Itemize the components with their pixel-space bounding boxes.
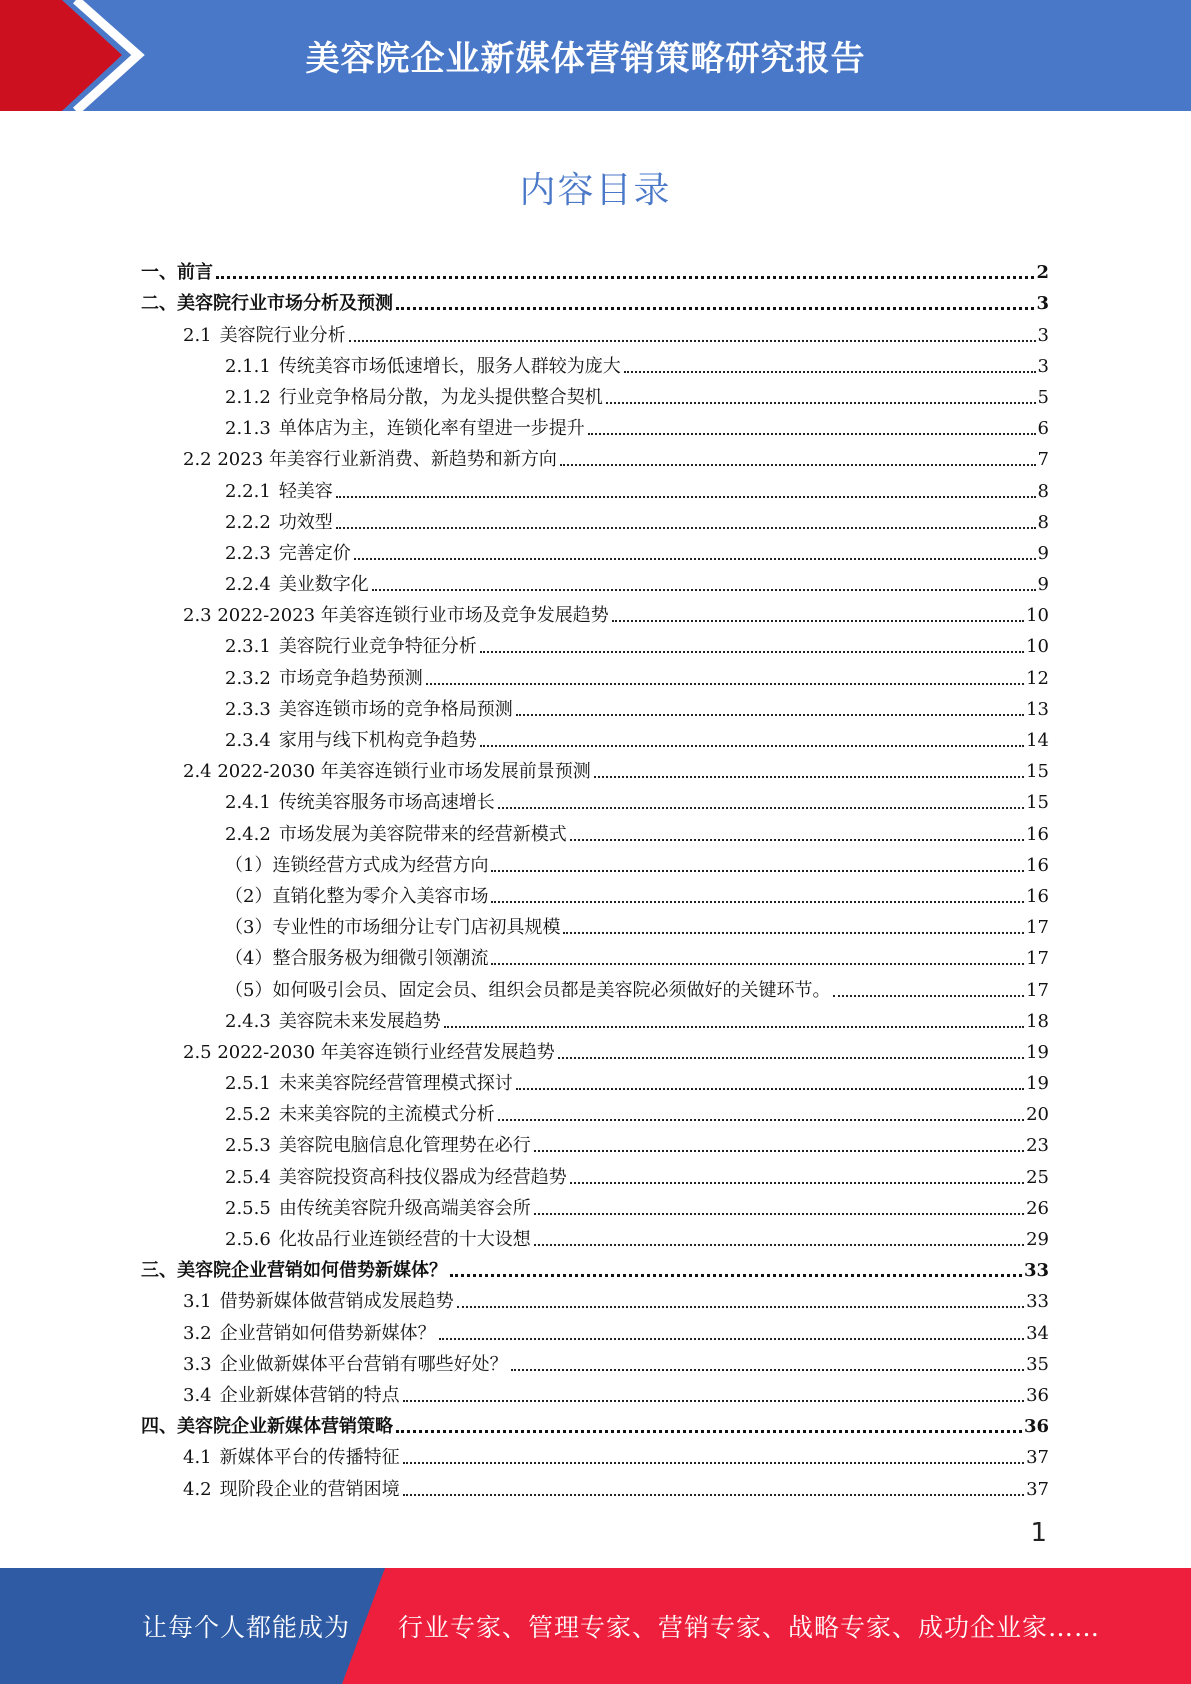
toc-entry-label bbox=[183, 449, 557, 471]
toc-entry-label bbox=[225, 980, 830, 1002]
toc-entry[interactable] bbox=[141, 783, 1049, 814]
footer-slogan-right: 行业专家、管理专家、营销专家、战略专家、成功企业家…… bbox=[398, 1613, 1101, 1642]
toc-entry-page: 36 bbox=[1023, 1416, 1049, 1438]
header-bar bbox=[0, 0, 1191, 111]
toc-dot-leader bbox=[588, 433, 1036, 435]
toc-entry-title: 企业营销如何借势新媒体？ bbox=[219, 1322, 436, 1344]
toc-entry-page: 3 bbox=[1037, 324, 1049, 346]
toc-entry-label bbox=[225, 917, 560, 939]
toc-entry-title: 企业做新媒体平台营销有哪些好处？ bbox=[219, 1353, 508, 1375]
toc-entry-title: 化妆品行业连锁经营的十大设想 bbox=[278, 1229, 531, 1250]
toc-dot-leader bbox=[480, 651, 1024, 653]
toc-entry-label bbox=[141, 1416, 393, 1438]
toc-entry-number: 2.3.4 bbox=[225, 730, 271, 751]
toc-entry-page: 19 bbox=[1026, 1073, 1049, 1095]
report-title: 美容院企业新媒体营销策略研究报告 bbox=[305, 39, 866, 79]
toc-entry-page: 15 bbox=[1026, 761, 1049, 783]
toc-entry-label bbox=[225, 1135, 531, 1157]
toc-entry-page: 16 bbox=[1026, 854, 1049, 876]
toc-entry-page: 6 bbox=[1037, 418, 1049, 440]
toc-entry-page: 14 bbox=[1026, 730, 1049, 751]
toc-entry[interactable] bbox=[141, 970, 1049, 1001]
toc-entry-title: （1）连锁经营方式成为经营方向 bbox=[225, 854, 489, 876]
toc-entry[interactable] bbox=[141, 814, 1049, 845]
toc-entry-title: 未来美容院经营管理模式探讨 bbox=[278, 1073, 513, 1095]
toc-entry[interactable] bbox=[141, 1033, 1049, 1064]
toc-entry-title: 传统美容服务市场高速增长 bbox=[278, 792, 495, 814]
toc-entry-number: 2.5.4 bbox=[225, 1166, 271, 1188]
toc-entry-title: 2.3 2022-2023 年美容连锁行业市场及竞争发展趋势 bbox=[183, 605, 609, 627]
toc-entry[interactable] bbox=[141, 596, 1049, 627]
toc-entry-title: 美容院电脑信息化管理势在必行 bbox=[278, 1135, 531, 1157]
toc-entry[interactable] bbox=[141, 1095, 1049, 1126]
toc-entry-number: 2.1 bbox=[183, 324, 212, 346]
page-number: 1 bbox=[1030, 1518, 1047, 1548]
toc-entry[interactable] bbox=[141, 627, 1049, 658]
toc-dot-leader bbox=[372, 589, 1036, 591]
toc-dot-leader bbox=[439, 1338, 1024, 1340]
toc-dot-leader bbox=[612, 620, 1024, 622]
toc-entry-title: 新媒体平台的传播特征 bbox=[219, 1447, 400, 1469]
toc-entry-number: 2.5.2 bbox=[225, 1104, 271, 1126]
toc-entry[interactable] bbox=[141, 1251, 1049, 1282]
toc-entry-title: 2.4 2022-2030 年美容连锁行业市场发展前景预测 bbox=[183, 761, 591, 783]
toc-entry-title: （4）整合服务极为细微引领潮流 bbox=[225, 948, 489, 970]
toc-entry-number: 2.4.1 bbox=[225, 792, 271, 814]
toc-entry[interactable] bbox=[141, 1157, 1049, 1188]
toc-dot-leader bbox=[336, 527, 1036, 529]
toc-entry-label bbox=[183, 1042, 555, 1064]
toc-entry-label bbox=[183, 605, 609, 627]
toc-entry-page: 10 bbox=[1026, 636, 1049, 658]
toc-dot-leader bbox=[396, 1430, 1022, 1433]
toc-entry-label bbox=[225, 418, 585, 440]
toc-entry[interactable] bbox=[141, 1438, 1049, 1469]
toc-dot-leader bbox=[534, 1244, 1024, 1246]
toc-entry-label bbox=[183, 325, 346, 347]
toc-entry-label bbox=[141, 293, 393, 315]
toc-entry-label bbox=[225, 730, 477, 752]
toc-entry-page: 36 bbox=[1026, 1384, 1049, 1406]
toc-entry-label bbox=[225, 481, 333, 503]
toc-heading: 内容目录 bbox=[519, 170, 672, 211]
toc-dot-leader bbox=[511, 1369, 1024, 1371]
toc-entry-number: 3.2 bbox=[183, 1322, 212, 1344]
toc-entry-title: 一、前言 bbox=[141, 262, 213, 284]
toc-entry-title: 四、美容院企业新媒体营销策略 bbox=[141, 1416, 393, 1438]
toc-entry-number: 4.2 bbox=[183, 1478, 212, 1500]
toc-entry-label bbox=[183, 1354, 508, 1376]
toc-dot-leader bbox=[833, 995, 1024, 997]
toc-entry-page: 17 bbox=[1026, 917, 1049, 939]
toc-entry[interactable] bbox=[141, 1220, 1049, 1251]
toc-entry-page: 7 bbox=[1037, 449, 1049, 471]
toc-entry[interactable] bbox=[141, 658, 1049, 689]
toc-dot-leader bbox=[216, 276, 1034, 279]
toc-dot-leader bbox=[534, 1150, 1024, 1152]
toc-entry-page: 17 bbox=[1026, 948, 1049, 970]
toc-entry-title: 美容院行业竞争特征分析 bbox=[278, 636, 477, 658]
toc-entry[interactable] bbox=[141, 565, 1049, 596]
toc-entry-title: 美容院投资高科技仪器成为经营趋势 bbox=[278, 1166, 567, 1188]
toc-entry[interactable] bbox=[141, 1282, 1049, 1313]
toc-entry-page: 2 bbox=[1036, 262, 1049, 284]
toc-entry-page: 25 bbox=[1026, 1166, 1049, 1188]
toc-entry-title: 三、美容院企业营销如何借势新媒体？ bbox=[141, 1260, 447, 1282]
toc-entry-label bbox=[225, 668, 423, 690]
toc-entry-label bbox=[225, 543, 351, 565]
toc-entry[interactable] bbox=[141, 1002, 1049, 1033]
toc-entry[interactable] bbox=[141, 347, 1049, 378]
toc-entry-page: 33 bbox=[1023, 1260, 1049, 1282]
toc-entry-title: 完善定价 bbox=[278, 542, 351, 564]
toc-entry-page: 19 bbox=[1026, 1041, 1049, 1063]
footer-bar bbox=[0, 1568, 1191, 1684]
toc-entry-page: 26 bbox=[1026, 1197, 1049, 1219]
toc-dot-leader bbox=[336, 496, 1036, 498]
toc-entry[interactable] bbox=[141, 284, 1049, 315]
toc-entry-label bbox=[225, 387, 603, 409]
toc-entry-page: 18 bbox=[1026, 1010, 1049, 1032]
toc-entry-label bbox=[225, 512, 333, 534]
toc-entry-title: 二、美容院行业市场分析及预测 bbox=[141, 293, 393, 315]
toc-dot-leader bbox=[594, 776, 1024, 778]
toc-dot-leader bbox=[403, 1494, 1024, 1496]
toc-entry-label bbox=[183, 1291, 454, 1313]
toc-entry-label bbox=[225, 948, 488, 970]
toc-entry-title: 单体店为主，连锁化率有望进一步提升 bbox=[278, 418, 585, 440]
toc-entry-label bbox=[141, 1260, 447, 1282]
toc-entry-title: （2）直销化整为零介入美容市场 bbox=[225, 885, 489, 907]
toc-dot-leader bbox=[624, 371, 1036, 373]
toc-entry-title: 由传统美容院升级高端美容会所 bbox=[278, 1197, 531, 1219]
toc-dot-leader bbox=[354, 558, 1036, 560]
toc-entry-number: 2.1.2 bbox=[225, 386, 271, 408]
toc-entry[interactable] bbox=[141, 1345, 1049, 1376]
toc-entry-number: 2.2.3 bbox=[225, 542, 271, 564]
toc-dot-leader bbox=[516, 714, 1024, 716]
toc-entry-number: 2.1.3 bbox=[225, 418, 271, 440]
toc-entry[interactable] bbox=[141, 471, 1049, 502]
toc-entry[interactable] bbox=[141, 877, 1049, 908]
toc-entry-number: 2.4.3 bbox=[225, 1010, 271, 1032]
toc-entry-label bbox=[225, 1104, 495, 1126]
toc-entry-label bbox=[183, 1447, 400, 1469]
toc-entry-page: 8 bbox=[1037, 511, 1049, 533]
toc-entry-page: 16 bbox=[1026, 885, 1049, 907]
toc-entry-number: 4.1 bbox=[183, 1447, 212, 1469]
toc-entry-title: 家用与线下机构竞争趋势 bbox=[278, 730, 477, 751]
toc-entry-title: 功效型 bbox=[278, 511, 333, 533]
toc-entry-page: 35 bbox=[1026, 1353, 1049, 1375]
toc-dot-leader bbox=[558, 1057, 1024, 1059]
toc-entry-label bbox=[225, 1073, 513, 1095]
toc-entry-page: 20 bbox=[1026, 1104, 1049, 1126]
toc-entry-page: 34 bbox=[1026, 1322, 1049, 1344]
toc-dot-leader bbox=[444, 1026, 1024, 1028]
toc-entry-label bbox=[141, 262, 213, 284]
toc-entry-number: 2.4.2 bbox=[225, 823, 271, 845]
toc-entry-title: 企业新媒体营销的特点 bbox=[219, 1384, 400, 1406]
toc-entry[interactable] bbox=[141, 1126, 1049, 1157]
toc-entry-title: 2.5 2022-2030 年美容连锁行业经营发展趋势 bbox=[183, 1041, 555, 1063]
toc-entry-label bbox=[225, 792, 495, 814]
toc-dot-leader bbox=[403, 1462, 1024, 1464]
toc-dot-leader bbox=[606, 402, 1036, 404]
toc-entry[interactable] bbox=[141, 253, 1049, 284]
toc-entry-number: 3.3 bbox=[183, 1353, 212, 1375]
toc-entry[interactable] bbox=[141, 846, 1049, 877]
toc-entry-page: 37 bbox=[1026, 1478, 1049, 1500]
toc-entry-page: 16 bbox=[1026, 823, 1049, 845]
toc-entry[interactable] bbox=[141, 378, 1049, 409]
toc-entry-page: 3 bbox=[1036, 293, 1049, 315]
toc-entry-label bbox=[183, 1385, 400, 1407]
toc-entry[interactable] bbox=[141, 752, 1049, 783]
toc-entry[interactable] bbox=[141, 534, 1049, 565]
toc-dot-leader bbox=[349, 340, 1036, 342]
toc-entry-number: 2.1.1 bbox=[225, 355, 271, 377]
toc-entry-label bbox=[225, 1229, 531, 1251]
toc-dot-leader bbox=[570, 839, 1024, 841]
toc-entry[interactable] bbox=[141, 690, 1049, 721]
toc-entry-page: 5 bbox=[1037, 386, 1049, 408]
toc-entry-page: 33 bbox=[1026, 1291, 1049, 1313]
toc-dot-leader bbox=[516, 1088, 1024, 1090]
toc-dot-leader bbox=[450, 1274, 1022, 1277]
toc-entry-label bbox=[225, 886, 488, 908]
toc-entry[interactable] bbox=[141, 908, 1049, 939]
toc-entry-label bbox=[183, 761, 591, 783]
toc-entry-number: 3.1 bbox=[183, 1291, 212, 1313]
toc-entry-number: 2.2.1 bbox=[225, 480, 271, 502]
toc-entry-title: 美容院未来发展趋势 bbox=[278, 1010, 441, 1032]
toc-dot-leader bbox=[563, 932, 1024, 934]
toc-entry[interactable] bbox=[141, 1469, 1049, 1500]
toc-entry-number: 2.2.2 bbox=[225, 511, 271, 533]
toc-entry-number: 2.5.5 bbox=[225, 1197, 271, 1219]
toc-entry-title: 美容连锁市场的竞争格局预测 bbox=[278, 698, 513, 720]
toc-entry-number: 2.3.1 bbox=[225, 636, 271, 658]
toc-entry[interactable] bbox=[141, 1407, 1049, 1438]
toc-entry-title: （5）如何吸引会员、固定会员、组织会员都是美容院必须做好的关键环节。 bbox=[225, 979, 831, 1001]
toc-entry-title: 传统美容市场低速增长，服务人群较为庞大 bbox=[278, 355, 621, 377]
table-of-contents bbox=[141, 253, 1049, 1501]
toc-entry-number: 3.4 bbox=[183, 1384, 212, 1406]
toc-entry-label bbox=[225, 636, 477, 658]
toc-entry-label bbox=[225, 574, 369, 596]
toc-entry-number: 2.2.4 bbox=[225, 574, 271, 596]
toc-entry-label bbox=[183, 1323, 436, 1345]
toc-entry[interactable] bbox=[141, 503, 1049, 534]
toc-dot-leader bbox=[403, 1400, 1024, 1402]
toc-entry-title: （3）专业性的市场细分让专门店初具规模 bbox=[225, 917, 561, 939]
toc-dot-leader bbox=[426, 683, 1024, 685]
toc-entry[interactable] bbox=[141, 1313, 1049, 1344]
toc-entry-page: 9 bbox=[1037, 542, 1049, 564]
toc-entry-title: 借势新媒体做营销成发展趋势 bbox=[219, 1291, 454, 1313]
toc-entry-page: 15 bbox=[1026, 792, 1049, 814]
toc-dot-leader bbox=[498, 807, 1024, 809]
footer-slogan-left: 让每个人都能成为 bbox=[142, 1613, 351, 1642]
toc-entry-page: 10 bbox=[1026, 605, 1049, 627]
toc-entry-title: 行业竞争格局分散，为龙头提供整合契机 bbox=[278, 386, 603, 408]
toc-entry-title: 市场发展为美容院带来的经营新模式 bbox=[278, 823, 567, 845]
toc-entry-label bbox=[225, 1198, 531, 1220]
toc-dot-leader bbox=[570, 1182, 1024, 1184]
toc-entry-label bbox=[225, 699, 513, 721]
toc-entry-title: 现阶段企业的营销困境 bbox=[219, 1478, 400, 1500]
toc-entry-number: 2.5.6 bbox=[225, 1229, 271, 1250]
toc-entry-number: 2.3.3 bbox=[225, 698, 271, 720]
toc-dot-leader bbox=[491, 901, 1024, 903]
toc-dot-leader bbox=[560, 464, 1036, 466]
toc-entry-title: 轻美容 bbox=[278, 480, 333, 502]
toc-entry-title: 2.2 2023 年美容行业新消费、新趋势和新方向 bbox=[183, 449, 557, 471]
toc-entry[interactable] bbox=[141, 1189, 1049, 1220]
toc-entry-page: 37 bbox=[1026, 1447, 1049, 1469]
toc-entry-number: 2.5.1 bbox=[225, 1073, 271, 1095]
toc-entry-title: 未来美容院的主流模式分析 bbox=[278, 1104, 495, 1126]
toc-entry-title: 美容院行业分析 bbox=[219, 324, 346, 346]
toc-dot-leader bbox=[534, 1213, 1024, 1215]
toc-dot-leader bbox=[498, 1119, 1024, 1121]
toc-entry-label bbox=[225, 855, 488, 877]
toc-entry-page: 17 bbox=[1026, 979, 1049, 1001]
toc-entry-page: 29 bbox=[1026, 1229, 1049, 1250]
toc-entry-number: 2.5.3 bbox=[225, 1135, 271, 1157]
toc-entry-label bbox=[225, 824, 567, 846]
toc-dot-leader bbox=[396, 307, 1034, 310]
toc-entry[interactable] bbox=[141, 440, 1049, 471]
toc-entry-label bbox=[183, 1479, 400, 1501]
toc-entry-page: 3 bbox=[1037, 355, 1049, 377]
toc-entry-number: 2.3.2 bbox=[225, 667, 271, 689]
toc-dot-leader bbox=[491, 870, 1024, 872]
toc-entry-page: 13 bbox=[1026, 698, 1049, 720]
toc-entry-title: 市场竞争趋势预测 bbox=[278, 667, 423, 689]
toc-entry-page: 8 bbox=[1037, 480, 1049, 502]
toc-entry-label bbox=[225, 356, 621, 378]
toc-entry-label bbox=[225, 1011, 441, 1033]
toc-entry[interactable] bbox=[141, 1064, 1049, 1095]
toc-dot-leader bbox=[480, 745, 1024, 747]
toc-entry[interactable] bbox=[141, 1376, 1049, 1407]
toc-entry[interactable] bbox=[141, 721, 1049, 752]
header-arrow-decoration bbox=[0, 0, 160, 111]
toc-dot-leader bbox=[457, 1306, 1024, 1308]
toc-entry-page: 12 bbox=[1026, 667, 1049, 689]
toc-entry[interactable] bbox=[141, 409, 1049, 440]
toc-entry-label bbox=[225, 1167, 567, 1189]
toc-entry-title: 美业数字化 bbox=[278, 574, 369, 596]
toc-entry[interactable] bbox=[141, 939, 1049, 970]
toc-dot-leader bbox=[491, 963, 1024, 965]
toc-entry-page: 23 bbox=[1026, 1135, 1049, 1157]
toc-entry[interactable] bbox=[141, 315, 1049, 346]
toc-entry-page: 9 bbox=[1037, 574, 1049, 596]
